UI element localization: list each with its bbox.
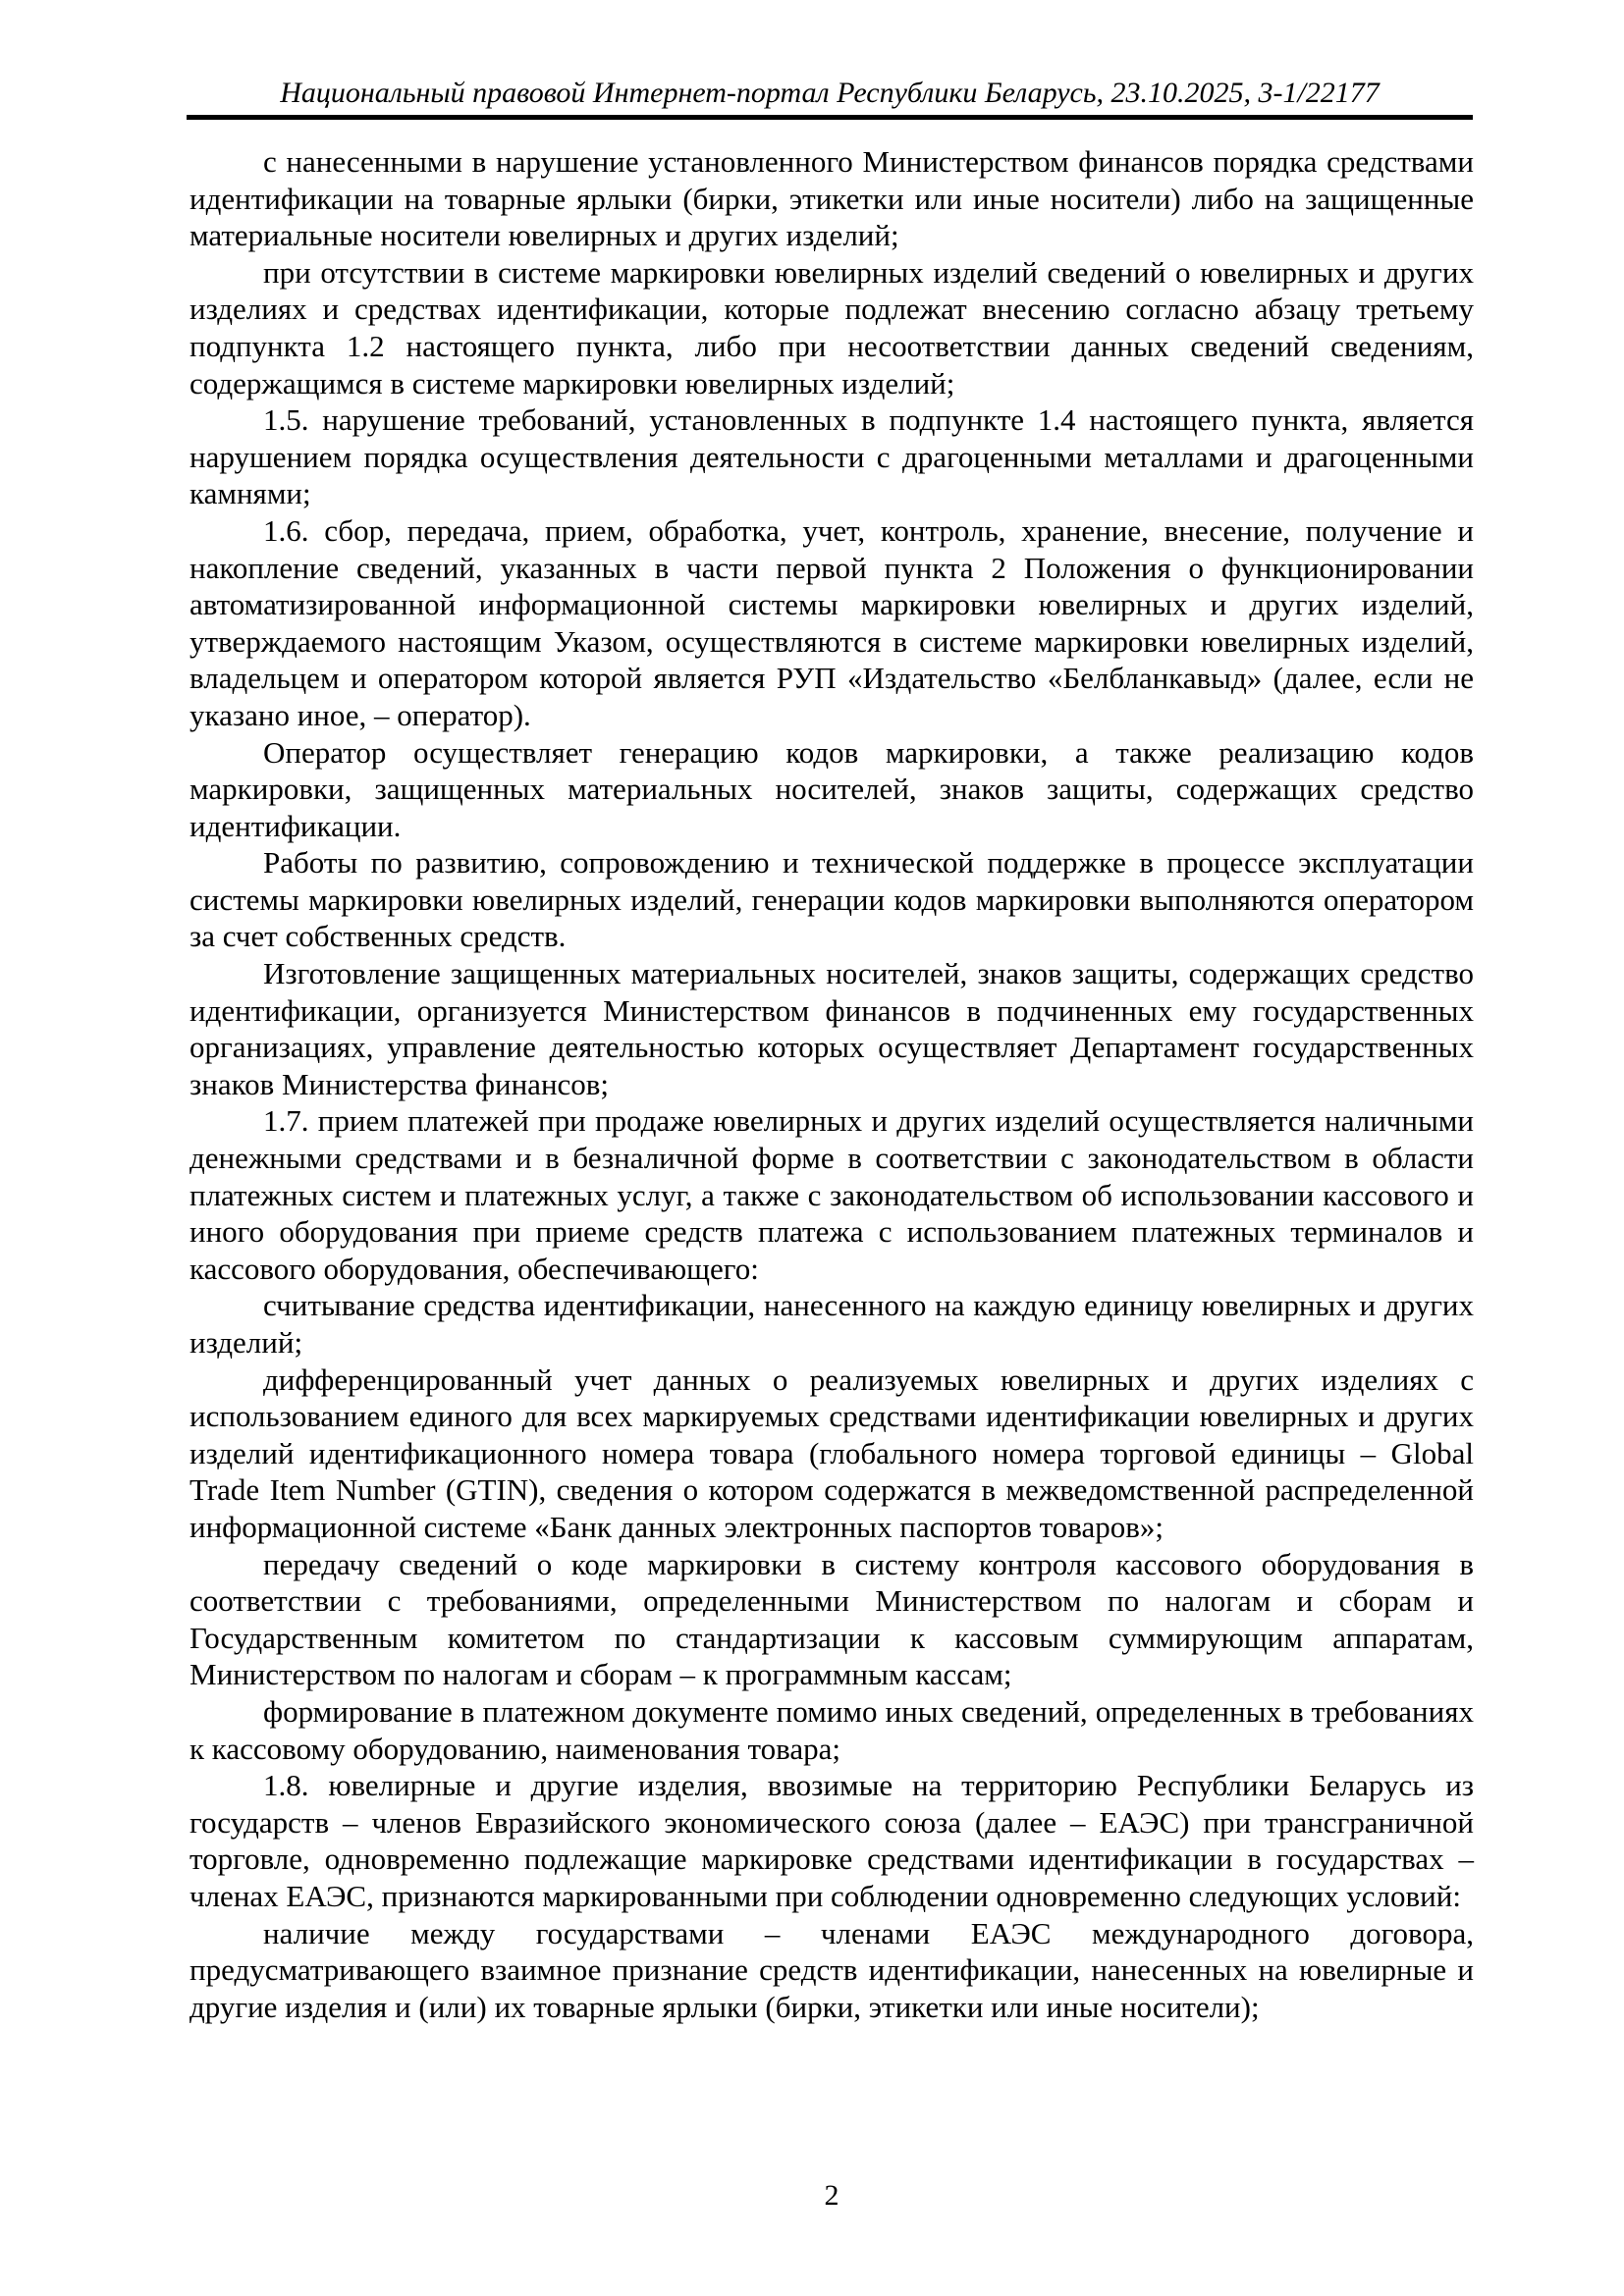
paragraph: считывание средства идентификации, нанесенного на каждую единицу ювелирных и других изделий; [189,1288,1474,1360]
paragraph: 1.7. прием платежей при продаже ювелирных и других изделий осуществляется наличными денежными средствами и в безналичной форме в соответствии с законодательством в области платежных систем и платежных услуг, а также с законодательством об использовании кассового и иного оборудования при приеме средств платежа с использованием платежных терминалов и кассового оборудования, обеспечивающего: [189,1103,1474,1286]
paragraph: при отсутствии в системе маркировки ювелирных изделий сведений о ювелирных и других изделиях и средствах идентификации, которые подлежат внесению согласно абзацу третьему подпункта 1.2 настоящего пункта, либо при несоответствии данных сведений сведениям, содержащимся в системе маркировки ювелирных изделий; [189,254,1474,400]
paragraph: передачу сведений о коде маркировки в систему контроля кассового оборудования в соответствии с требованиями, определенными Министерством по налогам и сборам и Государственным комитетом по стандартизации к кассовым суммирующим аппаратам, Министерством по налогам и сборам – к программным кассам; [189,1546,1474,1692]
page-number: 2 [824,2179,839,2212]
paragraph: 1.5. нарушение требований, установленных в подпункте 1.4 настоящего пункта, является нарушением порядка осуществления деятельности с драгоценными металлами и драгоценными камнями; [189,402,1474,511]
header-rule [187,115,1473,120]
paragraph: формирование в платежном документе помимо иных сведений, определенных в требованиях к кассовому оборудованию, наименования товара; [189,1693,1474,1766]
paragraph: наличие между государствами – членами ЕАЭС международного договора, предусматривающего взаимное признание средств идентификации, нанесенных на ювелирные и другие изделия и (или) их товарные ярлыки (бирки, этикетки или иные носители); [189,1915,1474,2024]
paragraph: Оператор осуществляет генерацию кодов маркировки, а также реализацию кодов маркировки, защищенных материальных носителей, знаков защиты, содержащих средство идентификации. [189,734,1474,843]
paragraph: дифференцированный учет данных о реализуемых ювелирных и других изделиях с использованием единого для всех маркируемых средствами идентификации ювелирных и других изделий идентификационного номера товара (глобального номера торговой единицы – Global Trade Item Number (GTIN), сведения о котором содержатся в межведомственной распределенной информационной системе «Банк данных электронных паспортов товаров»; [189,1362,1474,1544]
paragraph: 1.6. сбор, передача, прием, обработка, учет, контроль, хранение, внесение, получение и накопление сведений, указанных в части первой пункта 2 Положения о функционировании автоматизированной информационной системы маркировки ювелирных и других изделий, утверждаемого настоящим Указом, осуществляются в системе маркировки ювелирных изделий, владельцем и оператором которой является РУП «Издательство «Белбланкавыд» (далее, если не указано иное, – оператор). [189,512,1474,732]
page-header: Национальный правовой Интернет-портал Республики Беларусь, 23.10.2025, 3-1/22177 [280,77,1380,109]
paragraph: Изготовление защищенных материальных носителей, знаков защиты, содержащих средство идентификации, организуется Министерством финансов в подчиненных ему государственных организациях, управление деятельностью которых осуществляет Департамент государственных знаков Министерства финансов; [189,956,1474,1101]
document-body [189,143,1474,2025]
paragraph: с нанесенными в нарушение установленного Министерством финансов порядка средствами идентификации на товарные ярлыки (бирки, этикетки или иные носители) либо на защищенные материальные носители ювелирных и других изделий; [189,144,1474,253]
paragraph: 1.8. ювелирные и другие изделия, ввозимые на территорию Республики Беларусь из государств – членов Евразийского экономического союза (далее – ЕАЭС) при трансграничной торговле, одновременно подлежащие маркировке средствами идентификации в государствах – членах ЕАЭС, признаются маркированными при соблюдении одновременно следующих условий: [189,1768,1474,1913]
paragraph: Работы по развитию, сопровождению и технической поддержке в процессе эксплуатации системы маркировки ювелирных изделий, генерации кодов маркировки выполняются оператором за счет собственных средств. [189,845,1474,954]
